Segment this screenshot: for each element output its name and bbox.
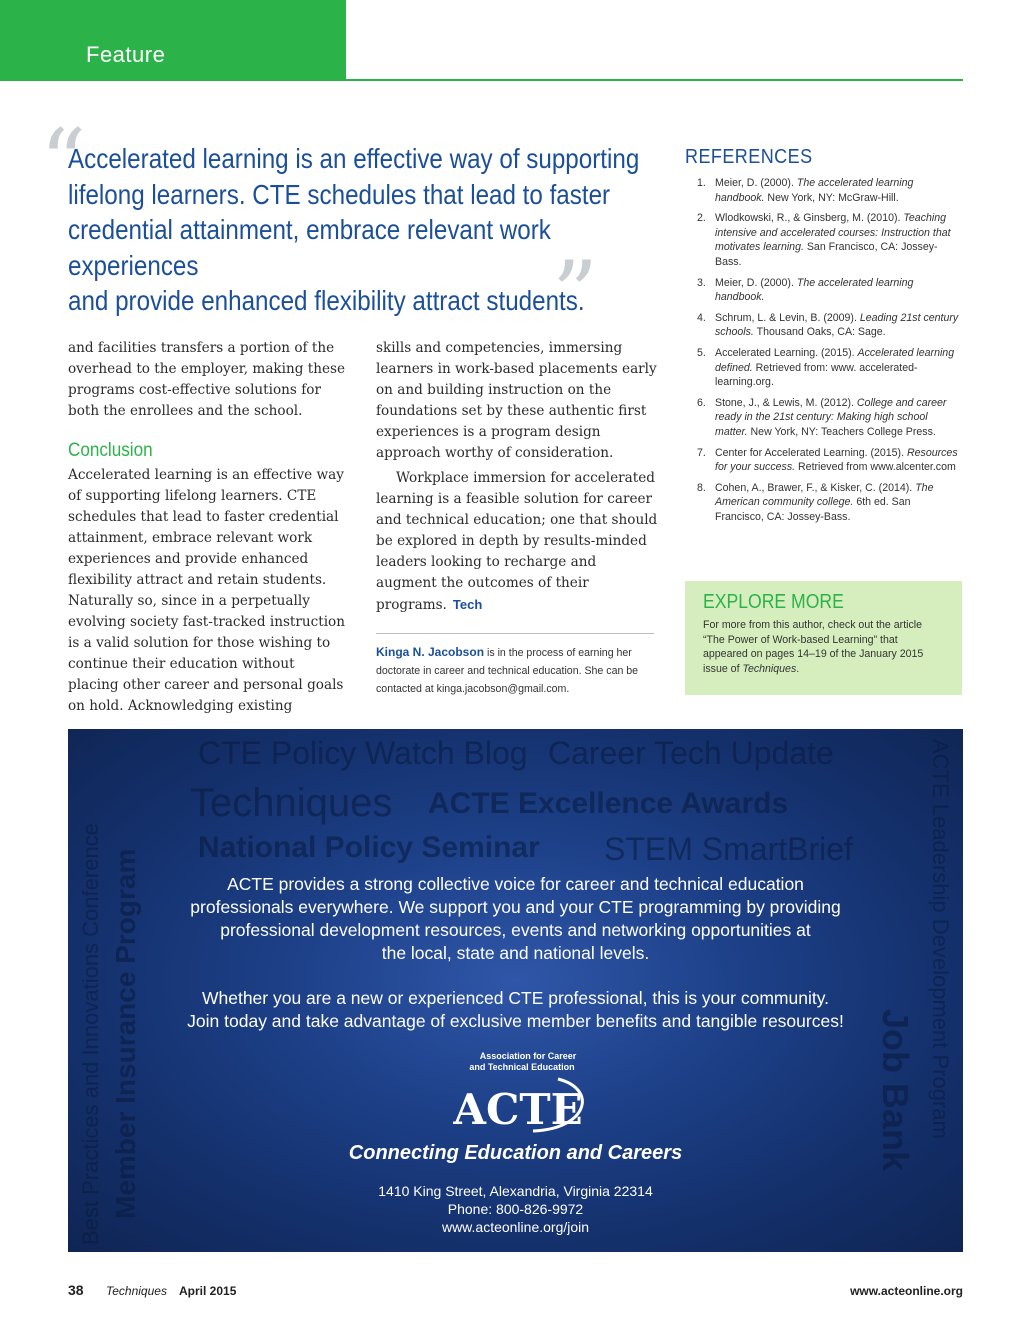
pull-quote-line: lifelong learners. CTE schedules that lead to faster [68, 178, 611, 210]
ad-watermark: CTE Policy Watch Blog [198, 735, 528, 771]
ad-watermark: ACTE Excellence Awards [428, 787, 789, 820]
open-quote-mark: “ [40, 110, 87, 215]
ad-address: 1410 King Street, Alexandria, Virginia 22314 [378, 1183, 653, 1199]
reference-item: 3. Meier, D. (2000). The accelerated learning handbook. [697, 276, 914, 304]
reference-item: 2. Wlodkowski, R., & Ginsberg, M. (2010). Teaching intensive and accelerated courses: Instruction that motivates learning. San Francisco, CA: Jossey-Bass. [697, 212, 951, 268]
explore-more-text: For more from this author, check out the article “The Power of Work-based Learning” that appeared on pages 14–19 of the January 2015 issue of Techniques. [703, 619, 924, 675]
ad-watermark: Member Insurance Program [110, 848, 141, 1219]
ad-watermark: National Policy Seminar [198, 831, 540, 864]
ad-tagline: Connecting Education and Careers [348, 1142, 683, 1164]
body-column-2 [376, 338, 658, 616]
reference-item: 1. Meier, D. (2000). The accelerated learning handbook. New York, NY: McGraw-Hill. [697, 177, 914, 204]
author-name: Kinga N. Jacobson [376, 645, 485, 659]
author-bio-text: is in the process of earning her doctorate in career and technical education. She can be contacted at kinga.jacobson@gmail.com. [376, 647, 639, 695]
logo-line-2: and Technical Education [469, 1062, 575, 1072]
ad-watermark: Best Practices and Innovations Conference [78, 823, 103, 1245]
page-number: 38 [68, 1282, 84, 1298]
tech-end-mark: Tech [452, 597, 483, 612]
pull-quote-line: and provide enhanced flexibility attract students. [68, 285, 585, 316]
section-tab [0, 0, 346, 81]
explore-more-box [685, 581, 962, 695]
ad-watermark: Techniques [190, 781, 393, 825]
pull-quote-line: credential attainment, embrace relevant work experiences [68, 214, 551, 281]
header-rule [346, 79, 963, 81]
ad-watermark: ACTE Leadership Development Program [928, 739, 953, 1139]
acte-logo [438, 1049, 598, 1139]
publication-name: Techniques [106, 1284, 167, 1298]
ad-url[interactable]: www.acteonline.org/join [441, 1219, 590, 1235]
ad-paragraph-2: Whether you are a new or experienced CTE professional, this is your community. Join today and take advantage of exclusive member benefits and tangible resources! [187, 988, 844, 1031]
body-paragraph: Accelerated learning is an effective way of supporting lifelong learners. CTE schedules that lead to faster credential attainment, embrace relevant work experiences and provide enhanced flexibility attract and retain students. Naturally so, since in a perpetually evolving society fast-tracked instruction is a valid solution for those wishing to continue their education without placing other career and personal goals on hold. Acknowledging existing [68, 467, 345, 714]
ad-contact [68, 1182, 963, 1236]
reference-item: 4. Schrum, L. & Levin, B. (2009). Leading 21st century schools. Thousand Oaks, CA: Sage. [697, 311, 959, 339]
author-divider [376, 633, 654, 634]
explore-more-heading: EXPLORE MORE [703, 591, 844, 613]
ad-watermark: Career Tech Update [548, 735, 834, 771]
conclusion-heading: Conclusion [68, 440, 153, 461]
pull-quote-line: Accelerated learning is an effective way of supporting [68, 143, 640, 174]
ad-watermark: Job Bank [875, 1009, 916, 1172]
reference-item: 8. Cohen, A., Brawer, F., & Kisker, C. (2014). The American community college. 6th ed. San Francisco, CA: Jossey-Bass. [697, 481, 934, 523]
acte-advertisement [68, 729, 963, 1252]
section-label: Feature [86, 42, 166, 67]
ad-phone: Phone: 800-826-9972 [447, 1201, 584, 1217]
references-heading: REFERENCES [685, 146, 813, 168]
body-paragraph: and facilities transfers a portion of the overhead to the employer, making these programs cost-effective solutions for both the enrollees and the school. [68, 340, 346, 419]
website-link[interactable]: www.acteonline.org [850, 1284, 963, 1298]
references-list [697, 176, 959, 530]
ad-watermark: STEM SmartBrief [604, 831, 853, 867]
logo-line-1: Association for Career [479, 1051, 577, 1061]
issue-date: April 2015 [179, 1284, 237, 1298]
body-column-1 [68, 338, 348, 717]
body-paragraph: Workplace immersion for accelerated learning is a feasible solution for career and technical education; one that should be explored in depth by results-minded leaders looking to recharge and augment the outcomes of their programs. Tech [376, 470, 658, 613]
reference-item: 7. Center for Accelerated Learning. (2015). Resources for your success. Retrieved from www.alcenter.com [697, 446, 958, 474]
author-bio [376, 643, 660, 698]
body-paragraph: skills and competencies, immersing learners in work-based placements early on and building instruction on the foundations set by these authentic first experiences is a program design approach worthy of consideration. [376, 340, 657, 461]
logo-wordmark: ACTE [453, 1085, 583, 1134]
reference-item: 6. Stone, J., & Lewis, M. (2012). College and career ready in the 21st century: Making high school matter. New York, NY: Teachers College Press. [697, 396, 947, 438]
close-quote-mark: ” [552, 242, 599, 347]
ad-paragraph-1: ACTE provides a strong collective voice for career and technical education professionals everywhere. We support you and your CTE programming by providing professional development resources, events and networking opportunities at the local, state and national levels. [190, 874, 841, 963]
reference-item: 5. Accelerated Learning. (2015). Accelerated learning defined. Retrieved from: www. accelerated-learning.org. [697, 346, 955, 389]
